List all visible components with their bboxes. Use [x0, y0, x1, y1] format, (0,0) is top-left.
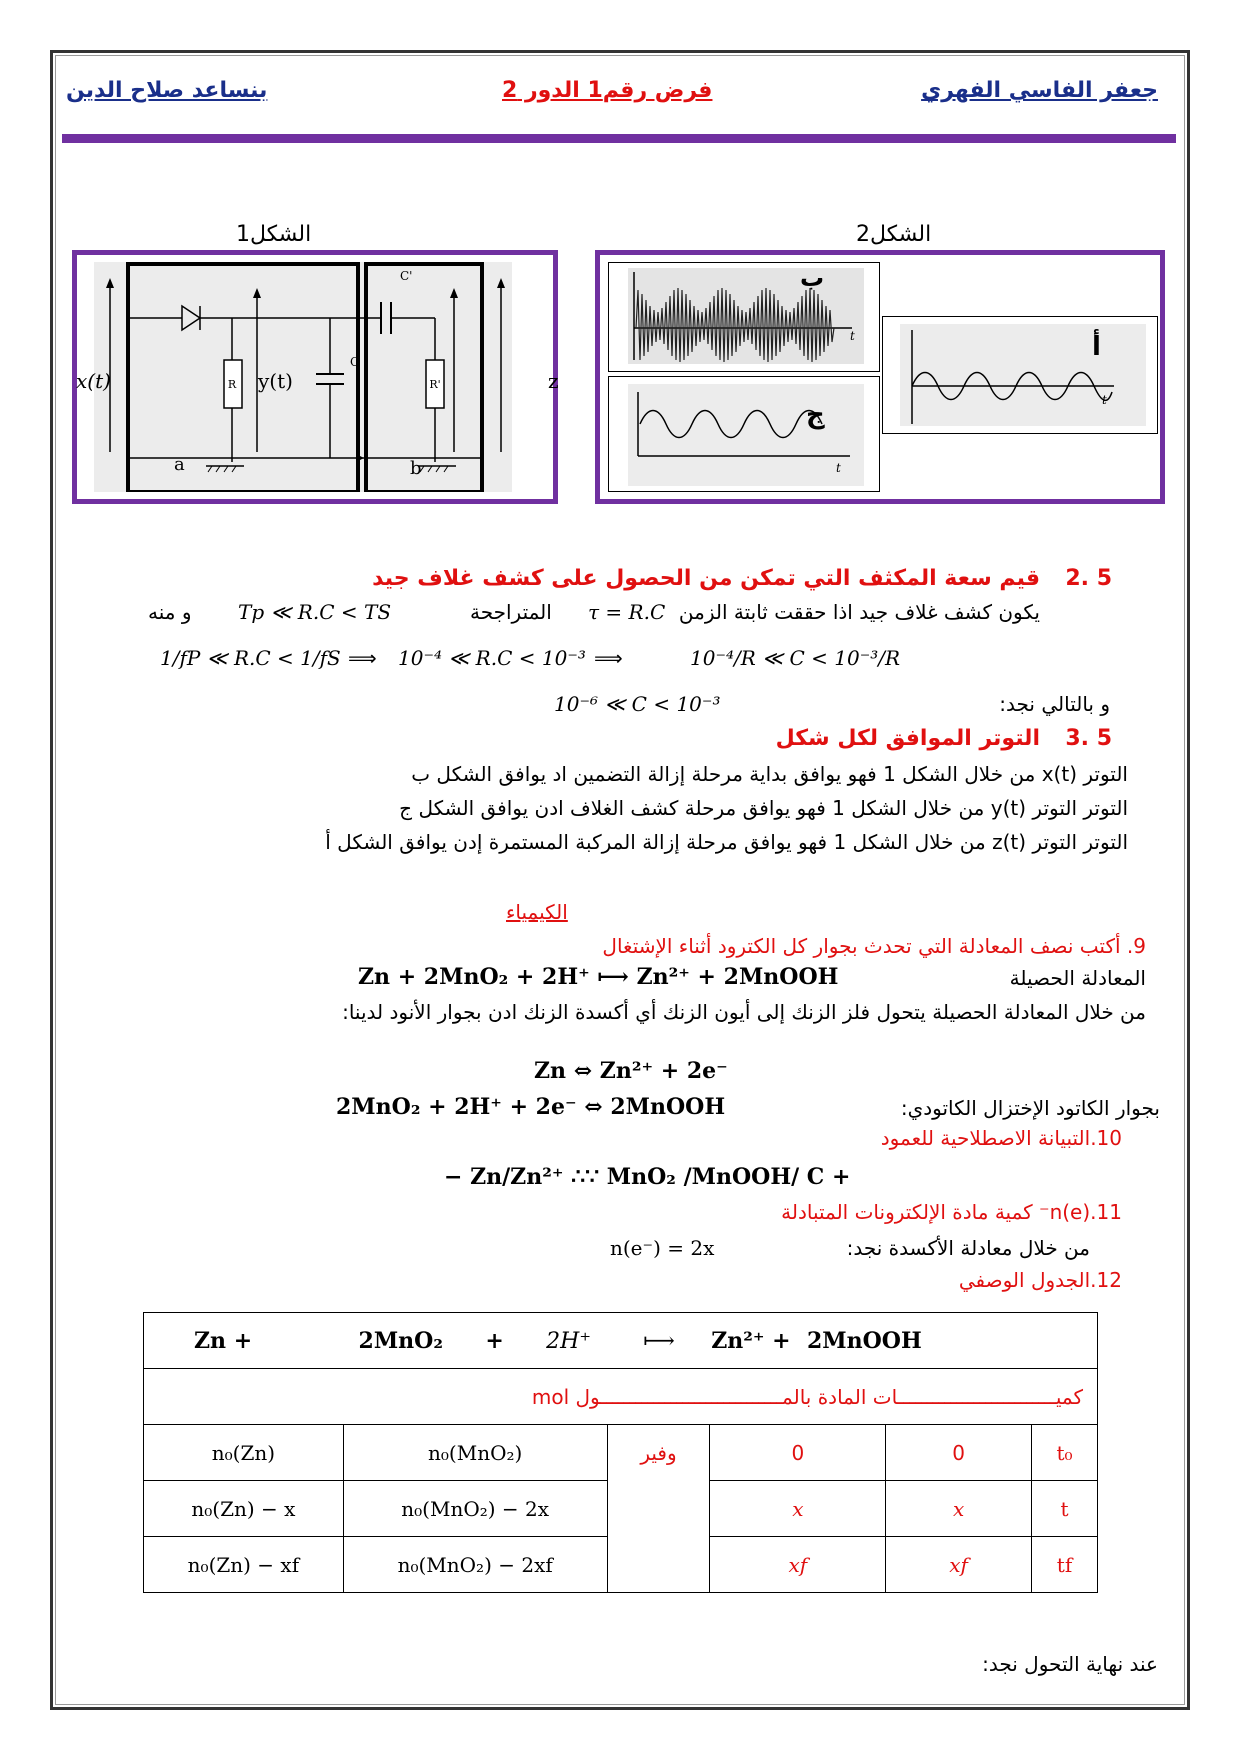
header-title: فرض رقم1 الدور 2 [502, 78, 713, 103]
figure1-label: الشكل1 [236, 222, 312, 247]
label-R: R [227, 378, 237, 391]
table-units-row [144, 1369, 1098, 1425]
chem-overall-label: المعادلة الحصيلة [1009, 966, 1146, 990]
header-right-name: جعفر الفاسي الفهري [921, 78, 1158, 103]
table-eq-h: 2H⁺ [546, 1328, 591, 1354]
table-cell-zn-ion: xf [886, 1537, 1032, 1593]
label-z: z [548, 369, 559, 393]
q2-ineq-frequency: 1/fP ≪ R.C < 1/fS [160, 646, 341, 670]
table-eq-arrow: ⟼ [643, 1328, 675, 1354]
progress-table [143, 1312, 1098, 1593]
table-cell-zn: n₀(Zn) − xf [144, 1537, 344, 1593]
plot-j-t: t [836, 461, 841, 475]
chem-cell-diagram: − Zn/Zn²⁺ ∴∵ MnO₂ /MnOOH/ C + [444, 1164, 851, 1190]
table-cell-zn-ion: 0 [886, 1425, 1032, 1481]
figure2-label-j: ج [806, 400, 825, 430]
label-y-t: y(t) [258, 369, 293, 393]
q3-heading-number: 5 .3 [1065, 726, 1112, 751]
chem-cathode-label: بجوار الكاتود الإختزال الكاتودي: [900, 1096, 1160, 1120]
q3-line3: التوتر التوتر z(t) من خلال الشكل 1 فهو يوافق مرحلة إزالة المركبة المستمرة إدن يوافق الشكل أ [325, 830, 1128, 854]
table-row [144, 1425, 1098, 1481]
figure1-circuit [94, 262, 512, 492]
chem-q12: 12.الجدول الوصفي [958, 1268, 1122, 1292]
label-R-prime: R' [429, 378, 441, 391]
chem-q10: 10.التبيانة الاصطلاحية للعمود [880, 1126, 1122, 1150]
table-eq-mno2: 2MnO₂ [358, 1327, 443, 1354]
table-cell-state: t [1032, 1481, 1098, 1537]
q2-line1-text: يكون كشف غلاف جيد اذا حققت ثابتة الزمن [678, 600, 1040, 624]
table-cell-zn-ion: x [886, 1481, 1032, 1537]
q2-line1-text3: و منه [148, 600, 192, 624]
table-cell-mnooh: x [710, 1481, 886, 1537]
q3-heading: التوتر الموافق لكل شكل [775, 726, 1040, 751]
table-cell-mno2: n₀(MnO₂) − 2xf [343, 1537, 607, 1593]
q3-line1: التوتر x(t) من خلال الشكل 1 فهو يوافق بداية مرحلة إزالة التضمين اد يوافق الشكل ب [411, 762, 1128, 786]
plot-b-t: t [850, 329, 855, 343]
table-equation-row [144, 1313, 1098, 1369]
table-units-cell: كميـــــــــــــــــــــــــــات المادة بالمـــــــــــــــــــــــــــــــول mol [144, 1369, 1098, 1425]
q2-ineq-rc: 10⁻⁴ ≪ R.C < 10⁻³ [398, 646, 586, 670]
table-cell-zn: n₀(Zn) − x [144, 1481, 344, 1537]
header-left-name: بنساعد صلاح الدين [66, 78, 268, 103]
q2-heading: قيم سعة المكثف التي تمكن من الحصول على كشف غلاف جيد [372, 566, 1040, 591]
chemistry-title: الكيمياء [506, 900, 568, 924]
chem-q11-equation: n(e⁻) = 2x [610, 1236, 715, 1260]
table-eq-plus: + [485, 1327, 504, 1354]
chem-cathode-equation: 2MnO₂ + 2H⁺ + 2e⁻ ⇔ 2MnOOH [336, 1094, 726, 1120]
q2-result-math: 10⁻⁶ ≪ C < 10⁻³ [554, 692, 721, 716]
q2-result-text: و بالتالي نجد: [999, 692, 1110, 716]
q2-line1-text2: المتراجحة [470, 600, 552, 624]
chem-anode-text: من خلال المعادلة الحصيلة يتحول فلز الزنك إلى أيون الزنك أي أكسدة الزنك ادن بجوار الأنود لدينا: [342, 1000, 1146, 1024]
q2-implies-1: ⟹ [348, 646, 377, 670]
table-cell-mno2: n₀(MnO₂) − 2x [343, 1481, 607, 1537]
table-cell-mnooh: xf [710, 1537, 886, 1593]
header-rule [62, 134, 1176, 143]
footer-text: عند نهاية التحول نجد: [982, 1652, 1158, 1676]
table-cell-mno2: n₀(MnO₂) [343, 1425, 607, 1481]
figure2-plot-a [900, 324, 1146, 426]
chem-q9: 9. أكتب نصف المعادلة التي تحدث بجوار كل الكترود أثناء الإشتغال [602, 934, 1146, 958]
table-cell-mnooh: 0 [710, 1425, 886, 1481]
label-x-t: x(t) [76, 369, 111, 393]
chem-q11-text: من خلال معادلة الأكسدة نجد: [846, 1236, 1090, 1260]
label-C: C [350, 355, 360, 369]
table-cell-zn: n₀(Zn) [144, 1425, 344, 1481]
q2-line1-math-tau: τ = R.C [588, 600, 666, 624]
label-b: b [410, 458, 422, 479]
chem-anode-equation: Zn ⇔ Zn²⁺ + 2e⁻ [534, 1058, 728, 1084]
table-eq-zn-ion: Zn²⁺ + [711, 1327, 791, 1354]
table-equation-cell [144, 1313, 1098, 1369]
figure2-plot-b [628, 268, 864, 364]
table-eq-zn: Zn + [194, 1327, 253, 1354]
chem-q11: 11.(n(e⁻ كمية مادة الإلكترونات المتبادلة [781, 1200, 1122, 1224]
q2-implies-2: ⟹ [594, 646, 623, 670]
table-cell-h-excess: وفير [607, 1425, 710, 1593]
plot-a-t: t [1102, 393, 1107, 407]
table-cell-state: t₀ [1032, 1425, 1098, 1481]
figure2-label: الشكل2 [856, 222, 932, 247]
chem-overall-equation: Zn + 2MnO₂ + 2H⁺ ⟼ Zn²⁺ + 2MnOOH [358, 964, 839, 990]
figure2-label-a: أ [1092, 332, 1101, 362]
figure2-plot-j [628, 384, 864, 486]
q2-ineq-c-over-r: 10⁻⁴/R ≪ C < 10⁻³/R [690, 646, 901, 670]
label-a: a [174, 454, 185, 475]
table-cell-state: tf [1032, 1537, 1098, 1593]
q2-heading-number: 5 .2 [1065, 566, 1112, 591]
q2-line1-math-ineq: Tp ≪ R.C < TS [238, 600, 392, 624]
figure2-label-b: ب [800, 264, 825, 292]
table-eq-mnooh: 2MnOOH [806, 1327, 922, 1354]
q3-line2: التوتر التوتر y(t) من خلال الشكل 1 فهو يوافق مرحلة كشف الغلاف ادن يوافق الشكل ج [399, 796, 1128, 820]
label-C-prime: C' [400, 269, 413, 283]
